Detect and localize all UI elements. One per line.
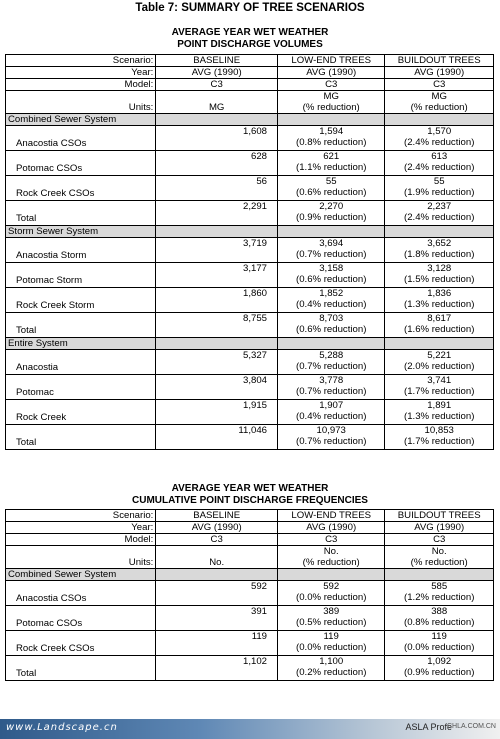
buildout-value: 1,570 (427, 126, 452, 137)
row-label: Total (16, 325, 37, 336)
baseline-value: 56 (256, 176, 268, 187)
low-end-cell (278, 425, 385, 450)
buildout-cell (385, 581, 494, 606)
header-value: BASELINE (156, 510, 278, 522)
buildout-cell (385, 656, 494, 681)
watermark-site: www.Landscape.cn (6, 722, 118, 733)
header-label: Year: (6, 67, 156, 79)
buildout-cell (385, 151, 494, 176)
buildout-value: 613 (431, 151, 448, 162)
low-end-reduction: (0.7% reduction) (296, 386, 367, 397)
row-label-cell (6, 350, 156, 375)
low-end-cell (278, 656, 385, 681)
buildout-reduction: (1.2% reduction) (404, 592, 475, 603)
row-label: Total (16, 213, 37, 224)
row-label-cell (6, 581, 156, 606)
header-value: AVG (1990) (278, 67, 385, 79)
buildout-reduction: (0.9% reduction) (404, 667, 475, 678)
buildout-value: 3,741 (427, 375, 452, 386)
row-label: Anacostia Storm (16, 250, 87, 261)
header-label: Scenario: (6, 55, 156, 67)
row-label-cell (6, 176, 156, 201)
units-baseline (156, 546, 278, 569)
header-label: Scenario: (6, 510, 156, 522)
baseline-cell (156, 263, 278, 288)
table-row (6, 313, 494, 338)
header-value: LOW-END TREES (278, 510, 385, 522)
table-row (6, 425, 494, 450)
row-label-cell (6, 151, 156, 176)
group-empty-cell (156, 338, 278, 350)
table-row (6, 201, 494, 226)
low-end-reduction: (0.0% reduction) (296, 642, 367, 653)
frequencies-title-line2: CUMULATIVE POINT DISCHARGE FREQUENCIES (132, 495, 368, 506)
buildout-cell (385, 288, 494, 313)
baseline-cell (156, 201, 278, 226)
row-label: Rock Creek CSOs (16, 188, 95, 199)
group-empty-cell (385, 226, 494, 238)
buildout-value: 1,891 (427, 400, 452, 411)
low-end-value: 621 (323, 151, 340, 162)
units-label (6, 91, 156, 114)
baseline-value: 592 (251, 581, 268, 592)
buildout-cell (385, 238, 494, 263)
volumes-title (0, 27, 500, 51)
group-name: Combined Sewer System (6, 114, 156, 126)
low-end-reduction: (0.7% reduction) (296, 361, 367, 372)
low-end-cell (278, 126, 385, 151)
baseline-value: 1,915 (243, 400, 268, 411)
buildout-reduction: (0.8% reduction) (404, 617, 475, 628)
buildout-value: 8,617 (427, 313, 452, 324)
buildout-reduction: (1.5% reduction) (404, 274, 475, 285)
header-value: BASELINE (156, 55, 278, 67)
header-value: C3 (278, 534, 385, 546)
group-name: Entire System (6, 338, 156, 350)
buildout-reduction: (1.7% reduction) (404, 386, 475, 397)
table-row (6, 656, 494, 681)
header-value: LOW-END TREES (278, 55, 385, 67)
buildout-value: 5,221 (427, 350, 452, 361)
low-end-reduction: (0.6% reduction) (296, 324, 367, 335)
buildout-cell (385, 425, 494, 450)
buildout-cell (385, 263, 494, 288)
row-label-cell (6, 238, 156, 263)
units-value (385, 91, 494, 114)
row-label: Potomac (16, 387, 54, 398)
baseline-cell (156, 126, 278, 151)
low-end-value: 1,907 (319, 400, 344, 411)
low-end-value: 3,694 (319, 238, 344, 249)
header-value: C3 (156, 79, 278, 91)
low-end-value: 1,100 (319, 656, 344, 667)
header-row-model (6, 534, 494, 546)
buildout-value: 3,652 (427, 238, 452, 249)
low-end-value: 592 (323, 581, 340, 592)
buildout-value: 585 (431, 581, 448, 592)
buildout-cell (385, 126, 494, 151)
baseline-cell (156, 151, 278, 176)
low-end-cell (278, 581, 385, 606)
buildout-value: 119 (431, 631, 447, 642)
header-value: AVG (1990) (385, 67, 494, 79)
row-label-cell (6, 263, 156, 288)
table-row (6, 350, 494, 375)
buildout-cell (385, 631, 494, 656)
header-value: C3 (156, 534, 278, 546)
group-header (6, 114, 494, 126)
units-line2: (% reduction) (410, 102, 468, 113)
low-end-value: 2,270 (319, 201, 344, 212)
row-label-cell (6, 631, 156, 656)
header-label: Model: (6, 79, 156, 91)
header-value: C3 (385, 79, 494, 91)
buildout-reduction: (2.4% reduction) (404, 162, 475, 173)
table-row (6, 151, 494, 176)
frequencies-title (0, 483, 500, 507)
units-line1: MG (431, 91, 447, 102)
group-empty-cell (156, 114, 278, 126)
group-empty-cell (156, 569, 278, 581)
group-empty-cell (385, 338, 494, 350)
baseline-value: 11,046 (238, 425, 268, 436)
baseline-cell (156, 375, 278, 400)
units-line1: MG (323, 91, 339, 102)
baseline-cell (156, 313, 278, 338)
low-end-reduction: (0.4% reduction) (296, 411, 367, 422)
low-end-cell (278, 151, 385, 176)
low-end-cell (278, 313, 385, 338)
units-line1: No. (323, 546, 339, 557)
baseline-cell (156, 425, 278, 450)
row-label: Potomac CSOs (16, 163, 83, 174)
buildout-cell (385, 201, 494, 226)
buildout-value: 388 (431, 606, 448, 617)
table-row (6, 176, 494, 201)
low-end-cell (278, 263, 385, 288)
baseline-value: 3,177 (243, 263, 268, 274)
units-line1: No. (431, 546, 447, 557)
baseline-value: 2,291 (243, 201, 268, 212)
row-label: Total (16, 437, 37, 448)
baseline-cell (156, 288, 278, 313)
row-label: Potomac CSOs (16, 618, 83, 629)
baseline-cell (156, 631, 278, 656)
table-row (6, 375, 494, 400)
low-end-value: 5,288 (319, 350, 344, 361)
baseline-value: 1,860 (243, 288, 268, 299)
units-line2: (% reduction) (302, 557, 360, 568)
watermark-bar (0, 719, 500, 739)
low-end-value: 55 (325, 176, 337, 187)
low-end-reduction: (0.9% reduction) (296, 212, 367, 223)
header-value: BUILDOUT TREES (385, 55, 494, 67)
row-label-cell (6, 375, 156, 400)
baseline-value: 3,719 (243, 238, 268, 249)
units-line2: (% reduction) (302, 102, 360, 113)
buildout-reduction: (1.8% reduction) (404, 249, 475, 260)
buildout-reduction: (1.3% reduction) (404, 299, 475, 310)
group-empty-cell (278, 338, 385, 350)
header-value: AVG (1990) (156, 67, 278, 79)
low-end-cell (278, 176, 385, 201)
low-end-value: 3,158 (319, 263, 344, 274)
buildout-reduction: (1.6% reduction) (404, 324, 475, 335)
group-header (6, 338, 494, 350)
units-label-text: Units: (128, 557, 154, 568)
low-end-cell (278, 201, 385, 226)
volumes-title-line2: POINT DISCHARGE VOLUMES (177, 39, 323, 50)
group-name: Combined Sewer System (6, 569, 156, 581)
buildout-reduction: (2.4% reduction) (404, 137, 475, 148)
baseline-cell (156, 238, 278, 263)
units-baseline-text: MG (208, 102, 225, 113)
low-end-reduction: (0.7% reduction) (296, 249, 367, 260)
table-row (6, 581, 494, 606)
group-empty-cell (156, 226, 278, 238)
buildout-cell (385, 606, 494, 631)
buildout-cell (385, 176, 494, 201)
buildout-reduction: (2.4% reduction) (404, 212, 475, 223)
frequencies-table (5, 509, 494, 681)
row-label-cell (6, 313, 156, 338)
buildout-value: 3,128 (427, 263, 452, 274)
header-row-year (6, 67, 494, 79)
buildout-reduction: (0.0% reduction) (404, 642, 475, 653)
group-header (6, 226, 494, 238)
header-value: BUILDOUT TREES (385, 510, 494, 522)
baseline-value: 8,755 (243, 313, 268, 324)
row-label-cell (6, 288, 156, 313)
group-empty-cell (385, 569, 494, 581)
buildout-cell (385, 350, 494, 375)
baseline-value: 391 (251, 606, 268, 617)
header-row-scenario (6, 55, 494, 67)
row-label-cell (6, 425, 156, 450)
buildout-value: 1,836 (427, 288, 452, 299)
buildout-reduction: (2.0% reduction) (404, 361, 475, 372)
table-row (6, 606, 494, 631)
row-label-cell (6, 656, 156, 681)
header-label: Model: (6, 534, 156, 546)
row-label: Rock Creek (16, 412, 67, 423)
low-end-cell (278, 606, 385, 631)
row-label: Potomac Storm (16, 275, 83, 286)
low-end-value: 389 (323, 606, 340, 617)
header-row-model (6, 79, 494, 91)
baseline-cell (156, 400, 278, 425)
low-end-reduction: (0.8% reduction) (296, 137, 367, 148)
header-row-units (6, 546, 494, 569)
row-label: Anacostia CSOs (16, 593, 87, 604)
group-empty-cell (278, 114, 385, 126)
group-name: Storm Sewer System (6, 226, 156, 238)
table-row (6, 400, 494, 425)
group-empty-cell (385, 114, 494, 126)
baseline-value: 1,102 (243, 656, 268, 667)
row-label-cell (6, 606, 156, 631)
low-end-cell (278, 288, 385, 313)
frequencies-title-line1: AVERAGE YEAR WET WEATHER (171, 483, 329, 494)
buildout-cell (385, 375, 494, 400)
row-label: Rock Creek CSOs (16, 643, 95, 654)
baseline-value: 628 (251, 151, 268, 162)
table-row (6, 238, 494, 263)
table-row (6, 288, 494, 313)
header-row-year (6, 522, 494, 534)
low-end-value: 3,778 (319, 375, 344, 386)
header-value: AVG (1990) (278, 522, 385, 534)
buildout-cell (385, 313, 494, 338)
units-label-text: Units: (128, 102, 154, 113)
row-label: Anacostia CSOs (16, 138, 87, 149)
units-line2: (% reduction) (410, 557, 468, 568)
row-label: Rock Creek Storm (16, 300, 95, 311)
baseline-value: 3,804 (243, 375, 268, 386)
header-row-units (6, 91, 494, 114)
group-empty-cell (278, 226, 385, 238)
low-end-reduction: (0.7% reduction) (296, 436, 367, 447)
low-end-value: 10,973 (316, 425, 346, 436)
buildout-reduction: (1.7% reduction) (404, 436, 475, 447)
header-value: C3 (278, 79, 385, 91)
low-end-value: 1,594 (319, 126, 344, 137)
table-row (6, 631, 494, 656)
low-end-value: 8,703 (319, 313, 344, 324)
buildout-value: 55 (433, 176, 445, 187)
watermark-brand: CHLA.COM.CN (446, 723, 496, 730)
baseline-cell (156, 581, 278, 606)
units-baseline (156, 91, 278, 114)
page-title: Table 7: SUMMARY OF TREE SCENARIOS (135, 2, 365, 14)
header-label: Year: (6, 522, 156, 534)
header-value: AVG (1990) (385, 522, 494, 534)
baseline-cell (156, 350, 278, 375)
buildout-value: 2,237 (427, 201, 452, 212)
buildout-value: 1,092 (427, 656, 452, 667)
low-end-cell (278, 350, 385, 375)
units-value (278, 91, 385, 114)
low-end-reduction: (1.1% reduction) (296, 162, 367, 173)
low-end-cell (278, 375, 385, 400)
units-label (6, 546, 156, 569)
baseline-value: 5,327 (243, 350, 268, 361)
header-value: C3 (385, 534, 494, 546)
volumes-table (5, 54, 494, 450)
table-row (6, 126, 494, 151)
header-row-scenario (6, 510, 494, 522)
low-end-reduction: (0.2% reduction) (296, 667, 367, 678)
group-header (6, 569, 494, 581)
baseline-cell (156, 176, 278, 201)
baseline-cell (156, 606, 278, 631)
row-label-cell (6, 126, 156, 151)
low-end-cell (278, 238, 385, 263)
low-end-cell (278, 631, 385, 656)
row-label-cell (6, 400, 156, 425)
low-end-value: 1,852 (319, 288, 344, 299)
group-empty-cell (278, 569, 385, 581)
row-label-cell (6, 201, 156, 226)
buildout-value: 10,853 (424, 425, 454, 436)
volumes-title-line1: AVERAGE YEAR WET WEATHER (171, 27, 329, 38)
units-baseline-text: No. (209, 557, 225, 568)
low-end-reduction: (0.6% reduction) (296, 274, 367, 285)
row-label: Anacostia (16, 362, 59, 373)
buildout-reduction: (1.3% reduction) (404, 411, 475, 422)
low-end-reduction: (0.5% reduction) (296, 617, 367, 628)
row-label: Total (16, 668, 37, 679)
units-value (278, 546, 385, 569)
low-end-value: 119 (323, 631, 339, 642)
low-end-reduction: (0.4% reduction) (296, 299, 367, 310)
low-end-reduction: (0.0% reduction) (296, 592, 367, 603)
baseline-cell (156, 656, 278, 681)
baseline-value: 1,608 (243, 126, 268, 137)
low-end-cell (278, 400, 385, 425)
buildout-cell (385, 400, 494, 425)
baseline-value: 119 (251, 631, 268, 642)
header-value: AVG (1990) (156, 522, 278, 534)
table-row (6, 263, 494, 288)
low-end-reduction: (0.6% reduction) (296, 187, 367, 198)
buildout-reduction: (1.9% reduction) (404, 187, 475, 198)
watermark-footer: ASLA Profe (405, 722, 452, 732)
units-value (385, 546, 494, 569)
